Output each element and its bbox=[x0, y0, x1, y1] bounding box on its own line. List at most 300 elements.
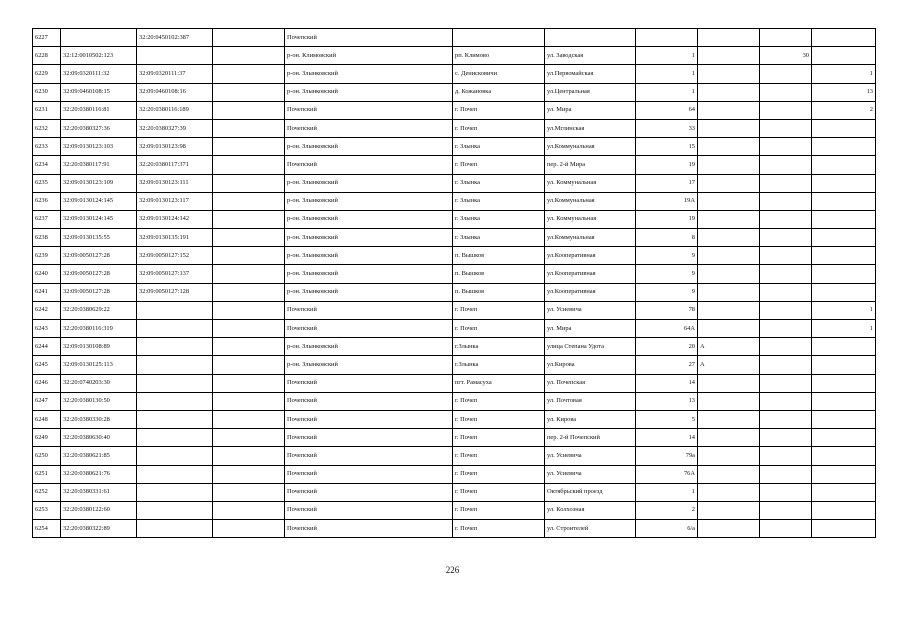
cell-share-count: 13 bbox=[812, 83, 876, 101]
cell-cadastral-number: 32:09:0460108:15 bbox=[61, 83, 137, 101]
table-row bbox=[33, 356, 876, 374]
cell-building-letter bbox=[698, 501, 760, 519]
cell-apartment-number bbox=[760, 356, 812, 374]
cell-house-number: 9 bbox=[636, 283, 698, 301]
cell-street: ул.Коммунальная bbox=[545, 229, 636, 247]
cell-street: ул. Усиевича bbox=[545, 301, 636, 319]
cell-house-number: 64А bbox=[636, 320, 698, 338]
page-number: 226 bbox=[445, 565, 460, 575]
table-row bbox=[33, 210, 876, 228]
cell-district: Почепский bbox=[285, 119, 453, 137]
cell-row-number: 6239 bbox=[33, 247, 61, 265]
cell-cadastral-number: 32:20:0380116:81 bbox=[61, 101, 137, 119]
cell-share-count bbox=[812, 392, 876, 410]
cell-share-count: 2 bbox=[812, 101, 876, 119]
cell-building-letter bbox=[698, 320, 760, 338]
cell-cadastral-number-2 bbox=[137, 374, 213, 392]
cell-district: Почепский bbox=[285, 410, 453, 428]
cell-cadastral-number-2: 32:20:0380116:189 bbox=[137, 101, 213, 119]
cell-building-letter bbox=[698, 138, 760, 156]
cell-cadastral-number-2 bbox=[137, 392, 213, 410]
cell-cadastral-number: 32:20:0380621:76 bbox=[61, 465, 137, 483]
cell-street: ул. Коммунальная bbox=[545, 210, 636, 228]
cell-street: ул.Кооперативная bbox=[545, 247, 636, 265]
cell-empty-cell bbox=[213, 520, 285, 538]
cell-empty-cell bbox=[213, 247, 285, 265]
cell-house-number: 14 bbox=[636, 374, 698, 392]
cell-cadastral-number: 32:20:0380130:50 bbox=[61, 392, 137, 410]
cell-building-letter bbox=[698, 29, 760, 47]
cell-building-letter bbox=[698, 520, 760, 538]
table-row bbox=[33, 247, 876, 265]
cell-empty-cell bbox=[213, 101, 285, 119]
cell-share-count bbox=[812, 429, 876, 447]
cell-empty-cell bbox=[213, 210, 285, 228]
cell-row-number: 6244 bbox=[33, 338, 61, 356]
cell-apartment-number bbox=[760, 265, 812, 283]
cell-street: пер. 2-й Мира bbox=[545, 156, 636, 174]
cell-house-number: 13 bbox=[636, 392, 698, 410]
cell-house-number: 27 bbox=[636, 356, 698, 374]
cell-building-letter bbox=[698, 392, 760, 410]
cell-district: Почепский bbox=[285, 392, 453, 410]
cell-cadastral-number-2 bbox=[137, 410, 213, 428]
cell-cadastral-number-2: 32:09:0130123:98 bbox=[137, 138, 213, 156]
cell-apartment-number bbox=[760, 283, 812, 301]
cell-locality: г. Почеп bbox=[453, 392, 545, 410]
cell-apartment-number bbox=[760, 429, 812, 447]
cell-share-count bbox=[812, 520, 876, 538]
cell-locality: г. Почеп bbox=[453, 301, 545, 319]
cell-cadastral-number-2 bbox=[137, 356, 213, 374]
cell-empty-cell bbox=[213, 283, 285, 301]
cell-apartment-number bbox=[760, 410, 812, 428]
cell-apartment-number bbox=[760, 192, 812, 210]
cell-cadastral-number-2: 32:09:0320111:37 bbox=[137, 65, 213, 83]
cell-apartment-number bbox=[760, 119, 812, 137]
cell-apartment-number bbox=[760, 338, 812, 356]
cell-house-number: 5 bbox=[636, 410, 698, 428]
cell-locality: рп. Климово bbox=[453, 47, 545, 65]
cell-apartment-number bbox=[760, 483, 812, 501]
cell-house-number: 19 bbox=[636, 156, 698, 174]
table-row bbox=[33, 338, 876, 356]
cell-apartment-number: 30 bbox=[760, 47, 812, 65]
table-row bbox=[33, 29, 876, 47]
cell-district: р-он. Злынковский bbox=[285, 192, 453, 210]
cell-cadastral-number: 32:20:0380330:28 bbox=[61, 410, 137, 428]
cell-building-letter bbox=[698, 247, 760, 265]
cell-cadastral-number: 32:09:0130124:145 bbox=[61, 210, 137, 228]
cell-district: р-он. Злынковский bbox=[285, 210, 453, 228]
cell-district: Почепский bbox=[285, 29, 453, 47]
cell-cadastral-number-2 bbox=[137, 301, 213, 319]
cell-share-count: 1 bbox=[812, 320, 876, 338]
cell-district: р-он. Злынковский bbox=[285, 229, 453, 247]
cell-cadastral-number-2: 32:09:0130123:111 bbox=[137, 174, 213, 192]
cell-share-count bbox=[812, 265, 876, 283]
cell-share-count bbox=[812, 174, 876, 192]
cell-row-number: 6250 bbox=[33, 447, 61, 465]
cell-street: ул. Мира bbox=[545, 101, 636, 119]
cell-building-letter bbox=[698, 429, 760, 447]
cell-district: Почепский bbox=[285, 465, 453, 483]
cell-empty-cell bbox=[213, 410, 285, 428]
cell-cadastral-number-2: 32:09:0460108:16 bbox=[137, 83, 213, 101]
cell-empty-cell bbox=[213, 83, 285, 101]
cell-cadastral-number-2 bbox=[137, 447, 213, 465]
cell-house-number: 19А bbox=[636, 192, 698, 210]
cell-locality: г. Почеп bbox=[453, 483, 545, 501]
cell-house-number: 9 bbox=[636, 265, 698, 283]
cell-empty-cell bbox=[213, 392, 285, 410]
cell-building-letter bbox=[698, 447, 760, 465]
cell-locality: п. Вышков bbox=[453, 247, 545, 265]
table-row bbox=[33, 156, 876, 174]
cell-street: ул.Кооперативная bbox=[545, 283, 636, 301]
table-row bbox=[33, 65, 876, 83]
cell-locality bbox=[453, 29, 545, 47]
cell-cadastral-number: 32:09:0050127:28 bbox=[61, 265, 137, 283]
table-row bbox=[33, 520, 876, 538]
table-row bbox=[33, 138, 876, 156]
cell-row-number: 6238 bbox=[33, 229, 61, 247]
cell-cadastral-number: 32:09:0130124:145 bbox=[61, 192, 137, 210]
cell-empty-cell bbox=[213, 174, 285, 192]
cell-street bbox=[545, 29, 636, 47]
table-row bbox=[33, 101, 876, 119]
cell-apartment-number bbox=[760, 447, 812, 465]
cell-apartment-number bbox=[760, 374, 812, 392]
cell-cadastral-number-2 bbox=[137, 465, 213, 483]
cell-street: ул. Почтовая bbox=[545, 392, 636, 410]
cell-empty-cell bbox=[213, 338, 285, 356]
cell-cadastral-number-2: 32:09:0050127:128 bbox=[137, 283, 213, 301]
cell-row-number: 6245 bbox=[33, 356, 61, 374]
table-row bbox=[33, 265, 876, 283]
table-row bbox=[33, 374, 876, 392]
cell-empty-cell bbox=[213, 29, 285, 47]
cell-cadastral-number-2: 32:09:0130124:142 bbox=[137, 210, 213, 228]
cell-house-number: 76А bbox=[636, 465, 698, 483]
cell-locality: г. Почеп bbox=[453, 501, 545, 519]
cell-empty-cell bbox=[213, 265, 285, 283]
table-row bbox=[33, 320, 876, 338]
table-row bbox=[33, 392, 876, 410]
cell-house-number: 1 bbox=[636, 83, 698, 101]
cell-locality: г. Почеп bbox=[453, 520, 545, 538]
cell-empty-cell bbox=[213, 429, 285, 447]
cell-cadastral-number-2 bbox=[137, 338, 213, 356]
cell-empty-cell bbox=[213, 465, 285, 483]
cell-empty-cell bbox=[213, 138, 285, 156]
cell-share-count: 1 bbox=[812, 65, 876, 83]
cell-share-count bbox=[812, 138, 876, 156]
cell-building-letter bbox=[698, 156, 760, 174]
cell-row-number: 6228 bbox=[33, 47, 61, 65]
cell-cadastral-number: 32:09:0130123:103 bbox=[61, 138, 137, 156]
cell-empty-cell bbox=[213, 47, 285, 65]
cell-street: ул. Коммунальная bbox=[545, 174, 636, 192]
cell-empty-cell bbox=[213, 229, 285, 247]
cell-building-letter bbox=[698, 229, 760, 247]
table-row bbox=[33, 447, 876, 465]
cell-cadastral-number-2: 32:09:0130123:117 bbox=[137, 192, 213, 210]
cell-street: ул.Кооперативная bbox=[545, 265, 636, 283]
cell-locality: г. Почеп bbox=[453, 320, 545, 338]
cell-row-number: 6230 bbox=[33, 83, 61, 101]
cell-cadastral-number-2 bbox=[137, 520, 213, 538]
cell-district: р-он. Злынковский bbox=[285, 83, 453, 101]
cell-locality: г. Злынка bbox=[453, 192, 545, 210]
cell-street: пер. 2-й Почепский bbox=[545, 429, 636, 447]
cell-locality: г. Почеп bbox=[453, 119, 545, 137]
cell-cadastral-number-2: 32:20:0380327:39 bbox=[137, 119, 213, 137]
cell-share-count bbox=[812, 338, 876, 356]
cell-cadastral-number-2 bbox=[137, 320, 213, 338]
cell-cadastral-number-2: 32:20:0450102:387 bbox=[137, 29, 213, 47]
cell-row-number: 6246 bbox=[33, 374, 61, 392]
cell-row-number: 6231 bbox=[33, 101, 61, 119]
cell-cadastral-number: 32:20:0380630:40 bbox=[61, 429, 137, 447]
cell-cadastral-number: 32:09:0130135:55 bbox=[61, 229, 137, 247]
cell-row-number: 6254 bbox=[33, 520, 61, 538]
cell-locality: г.Злынка bbox=[453, 356, 545, 374]
cell-building-letter bbox=[698, 210, 760, 228]
cell-row-number: 6241 bbox=[33, 283, 61, 301]
cell-district: р-он. Злынковский bbox=[285, 138, 453, 156]
cell-empty-cell bbox=[213, 119, 285, 137]
cell-empty-cell bbox=[213, 374, 285, 392]
cell-building-letter bbox=[698, 83, 760, 101]
cell-row-number: 6240 bbox=[33, 265, 61, 283]
cell-apartment-number bbox=[760, 210, 812, 228]
cell-house-number: 14 bbox=[636, 429, 698, 447]
cell-empty-cell bbox=[213, 192, 285, 210]
cell-row-number: 6234 bbox=[33, 156, 61, 174]
cell-locality: п. Вышков bbox=[453, 283, 545, 301]
cell-building-letter: А bbox=[698, 338, 760, 356]
cell-street: ул. Строителей bbox=[545, 520, 636, 538]
cell-share-count bbox=[812, 374, 876, 392]
cell-empty-cell bbox=[213, 65, 285, 83]
cell-row-number: 6242 bbox=[33, 301, 61, 319]
cell-row-number: 6252 bbox=[33, 483, 61, 501]
cell-locality: г. Почеп bbox=[453, 156, 545, 174]
cell-row-number: 6243 bbox=[33, 320, 61, 338]
cell-row-number: 6251 bbox=[33, 465, 61, 483]
property-register-table bbox=[32, 28, 876, 538]
cell-cadastral-number: 32:09:0050127:28 bbox=[61, 283, 137, 301]
cell-share-count bbox=[812, 156, 876, 174]
cell-street: ул. Мира bbox=[545, 320, 636, 338]
table-row bbox=[33, 174, 876, 192]
cell-building-letter bbox=[698, 483, 760, 501]
table-row bbox=[33, 47, 876, 65]
cell-row-number: 6248 bbox=[33, 410, 61, 428]
cell-share-count bbox=[812, 119, 876, 137]
cell-street: ул.Мглинская bbox=[545, 119, 636, 137]
cell-district: Почепский bbox=[285, 501, 453, 519]
cell-apartment-number bbox=[760, 392, 812, 410]
cell-locality: г. Почеп bbox=[453, 429, 545, 447]
cell-district: Почепский bbox=[285, 374, 453, 392]
cell-empty-cell bbox=[213, 320, 285, 338]
cell-cadastral-number: 32:20:0380122:60 bbox=[61, 501, 137, 519]
cell-house-number: 15 bbox=[636, 138, 698, 156]
cell-district: р-он. Злынковский bbox=[285, 65, 453, 83]
cell-house-number: 33 bbox=[636, 119, 698, 137]
cell-locality: п. Вышков bbox=[453, 265, 545, 283]
cell-apartment-number bbox=[760, 520, 812, 538]
cell-locality: г. Почеп bbox=[453, 465, 545, 483]
cell-district: Почепский bbox=[285, 101, 453, 119]
cell-district: Почепский bbox=[285, 320, 453, 338]
cell-share-count bbox=[812, 356, 876, 374]
cell-cadastral-number-2: 32:09:0050127:152 bbox=[137, 247, 213, 265]
cell-cadastral-number-2 bbox=[137, 483, 213, 501]
cell-empty-cell bbox=[213, 356, 285, 374]
cell-cadastral-number-2: 32:09:0130135:191 bbox=[137, 229, 213, 247]
cell-cadastral-number bbox=[61, 29, 137, 47]
cell-cadastral-number: 32:09:0130125:113 bbox=[61, 356, 137, 374]
cell-district: Почепский bbox=[285, 429, 453, 447]
cell-building-letter bbox=[698, 174, 760, 192]
cell-building-letter bbox=[698, 465, 760, 483]
cell-row-number: 6247 bbox=[33, 392, 61, 410]
cell-cadastral-number: 32:09:0130123:109 bbox=[61, 174, 137, 192]
cell-house-number: 1 bbox=[636, 483, 698, 501]
table-row bbox=[33, 410, 876, 428]
cell-share-count bbox=[812, 447, 876, 465]
table-row bbox=[33, 301, 876, 319]
cell-apartment-number bbox=[760, 247, 812, 265]
cell-house-number: 8 bbox=[636, 229, 698, 247]
cell-building-letter bbox=[698, 283, 760, 301]
cell-district: Почепский bbox=[285, 156, 453, 174]
cell-district: Почепский bbox=[285, 447, 453, 465]
cell-row-number: 6249 bbox=[33, 429, 61, 447]
cell-house-number bbox=[636, 29, 698, 47]
cell-apartment-number bbox=[760, 465, 812, 483]
cell-share-count bbox=[812, 47, 876, 65]
cell-apartment-number bbox=[760, 156, 812, 174]
table-row bbox=[33, 429, 876, 447]
cell-row-number: 6232 bbox=[33, 119, 61, 137]
cell-cadastral-number-2 bbox=[137, 501, 213, 519]
cell-building-letter bbox=[698, 265, 760, 283]
table-row bbox=[33, 501, 876, 519]
cell-apartment-number bbox=[760, 101, 812, 119]
table-row bbox=[33, 283, 876, 301]
cell-share-count bbox=[812, 192, 876, 210]
cell-share-count bbox=[812, 410, 876, 428]
cell-cadastral-number-2 bbox=[137, 429, 213, 447]
cell-district: р-он. Злынковский bbox=[285, 174, 453, 192]
cell-apartment-number bbox=[760, 320, 812, 338]
cell-share-count bbox=[812, 29, 876, 47]
cell-cadastral-number: 32:09:0050127:28 bbox=[61, 247, 137, 265]
cell-building-letter bbox=[698, 374, 760, 392]
cell-share-count bbox=[812, 483, 876, 501]
cell-apartment-number bbox=[760, 229, 812, 247]
cell-share-count bbox=[812, 247, 876, 265]
cell-street: ул. Колхозная bbox=[545, 501, 636, 519]
cell-row-number: 6233 bbox=[33, 138, 61, 156]
cell-building-letter: А bbox=[698, 356, 760, 374]
cell-street: ул.Кирова bbox=[545, 356, 636, 374]
cell-district: Почепский bbox=[285, 520, 453, 538]
cell-cadastral-number-2 bbox=[137, 47, 213, 65]
cell-street: Октябрьский проезд bbox=[545, 483, 636, 501]
cell-street: ул. Кирова bbox=[545, 410, 636, 428]
cell-district: р-он. Злынковский bbox=[285, 338, 453, 356]
cell-street: ул. Почепская bbox=[545, 374, 636, 392]
cell-share-count bbox=[812, 501, 876, 519]
cell-district: Почепский bbox=[285, 301, 453, 319]
cell-row-number: 6236 bbox=[33, 192, 61, 210]
cell-cadastral-number: 32:20:0380116:319 bbox=[61, 320, 137, 338]
cell-street: ул.Коммунальная bbox=[545, 192, 636, 210]
cell-district: Почепский bbox=[285, 483, 453, 501]
table-row bbox=[33, 192, 876, 210]
cell-cadastral-number: 32:09:0320111:32 bbox=[61, 65, 137, 83]
table-row bbox=[33, 83, 876, 101]
cell-empty-cell bbox=[213, 501, 285, 519]
cell-locality: г. Злынка bbox=[453, 210, 545, 228]
cell-locality: г. Почеп bbox=[453, 410, 545, 428]
cell-share-count bbox=[812, 283, 876, 301]
cell-apartment-number bbox=[760, 138, 812, 156]
cell-building-letter bbox=[698, 119, 760, 137]
cell-apartment-number bbox=[760, 501, 812, 519]
cell-cadastral-number: 32:20:0740203:30 bbox=[61, 374, 137, 392]
cell-row-number: 6253 bbox=[33, 501, 61, 519]
cell-locality: г. Почеп bbox=[453, 101, 545, 119]
table-row bbox=[33, 229, 876, 247]
cell-cadastral-number: 32:20:0380327:36 bbox=[61, 119, 137, 137]
cell-share-count: 1 bbox=[812, 301, 876, 319]
cell-house-number: 19 bbox=[636, 210, 698, 228]
cell-cadastral-number-2: 32:09:0050127:137 bbox=[137, 265, 213, 283]
cell-share-count bbox=[812, 229, 876, 247]
table-row bbox=[33, 483, 876, 501]
cell-street: ул.Первомайская bbox=[545, 65, 636, 83]
cell-street: ул. Усиевича bbox=[545, 447, 636, 465]
cell-building-letter bbox=[698, 65, 760, 83]
cell-empty-cell bbox=[213, 301, 285, 319]
cell-district: р-он. Злынковский bbox=[285, 356, 453, 374]
table-body bbox=[33, 29, 876, 538]
cell-share-count bbox=[812, 210, 876, 228]
cell-street: улица Степана Удота bbox=[545, 338, 636, 356]
cell-empty-cell bbox=[213, 447, 285, 465]
cell-locality: д. Кожановка bbox=[453, 83, 545, 101]
cell-street: ул. Усиевича bbox=[545, 465, 636, 483]
cell-house-number: 17 bbox=[636, 174, 698, 192]
cell-house-number: 20 bbox=[636, 338, 698, 356]
cell-house-number: 78 bbox=[636, 301, 698, 319]
cell-district: р-он. Злынковский bbox=[285, 247, 453, 265]
cell-house-number: 2 bbox=[636, 501, 698, 519]
cell-row-number: 6235 bbox=[33, 174, 61, 192]
cell-apartment-number bbox=[760, 65, 812, 83]
cell-house-number: 79а bbox=[636, 447, 698, 465]
cell-house-number: 1 bbox=[636, 65, 698, 83]
cell-street: ул.Центральная bbox=[545, 83, 636, 101]
cell-house-number: 6/а bbox=[636, 520, 698, 538]
cell-locality: с. Денисковичи bbox=[453, 65, 545, 83]
